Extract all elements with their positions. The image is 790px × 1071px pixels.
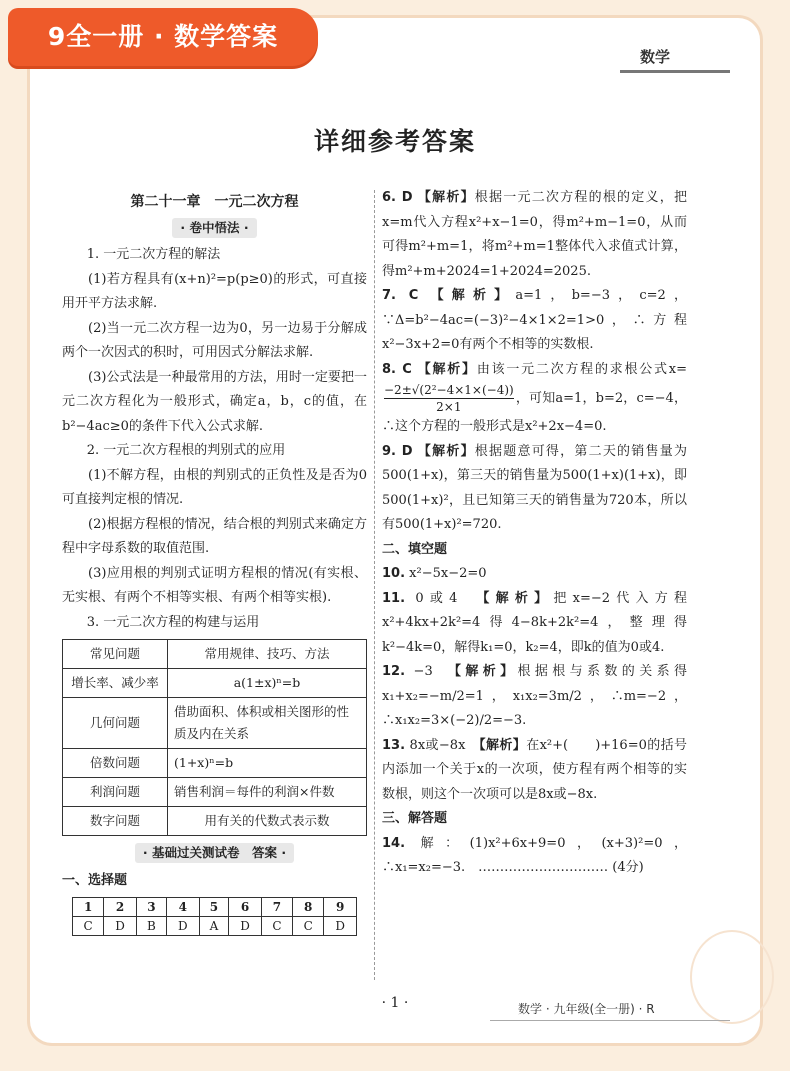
answer-text: 根据根与系数的关系得x₁+x₂=−m/2=1，x₁x₂=3m/2，∴m=−2，∴x₁x₂=3×(−2)/2=−3. [382,664,687,728]
choice-answer-table [72,897,357,936]
paragraph: (2)根据方程根的情况，结合根的判别式来确定方程中字母系数的取值范围. [62,516,367,556]
subject-label: 数学 [640,48,671,66]
table-cell: (1+x)ⁿ=b [168,749,367,778]
table-cell: a(1±x)ⁿ=b [168,669,367,698]
question-number: 12. [382,664,406,679]
table-cell: D [324,917,357,936]
paragraph: 3. 一元二次方程的构建与运用 [86,614,260,630]
question-number: 6. D [382,190,413,205]
paragraph: 2. 一元二次方程根的判别式的应用 [86,443,286,458]
paragraph: 1. 一元二次方程的解法 [86,247,221,262]
table-cell: 几何问题 [63,698,168,749]
answer-text: 在x²+( )+16=0的括号内添加一个关于x的一次项，使方程有两个相等的实数根，则这个一次项可以是8x或−8x. [382,737,687,802]
table-cell: 8 [293,898,324,917]
table-row [63,807,367,836]
answer-item [382,440,687,538]
table-cell: D [229,917,262,936]
answer-item [382,660,687,734]
answer-item [382,284,687,358]
analysis-tag: 【解析】 [417,443,475,459]
section-pill-label: · 基础过关测试卷 答案 · [135,843,294,863]
section-heading: 一、选择题 [62,872,128,888]
table-cell: 5 [199,898,229,917]
fraction-denominator: 2×1 [436,400,462,414]
table-cell: B [136,917,166,936]
table-cell: 利润问题 [63,778,168,807]
answer-text: 解：(1)x²+6x+9=0，(x+3)²=0，∴x₁=x₂=−3. ………………………… (4分) [382,835,687,875]
answer-item [382,562,687,587]
section-pill [62,217,367,242]
chapter-title: 第二十一章 一元二次方程 [130,194,299,210]
answer-value: −3 [413,664,433,679]
question-number: 8. C [382,361,412,377]
analysis-tag: 【解析】 [430,288,516,303]
question-number: 9. D [382,443,413,459]
section-heading: 二、填空题 [382,541,448,557]
question-number: 11. [382,590,406,606]
analysis-tag: 【解析】 [454,664,518,679]
answer-value: 0或4 [415,590,458,606]
paragraph: (1)若方程具有(x+n)²=p(p≥0)的形式，可直接用开平方法求解. [62,271,367,311]
footer-rule [490,1020,730,1021]
answer-item [382,186,687,284]
fraction [384,382,514,415]
table-header-row [73,898,357,917]
answer-text: 根据题意可得，第二天的销售量为500(1+x)，第三天的销售量为500(1+x)(1+x)，即500(1+x)²，且已知第三天的销售量为720本，所以有500(1+x)²=720. [382,443,687,532]
book-footer: 数学 · 九年级(全一册) · R [518,1002,655,1016]
analysis-tag: 【解析】 [482,590,554,606]
table-cell: 用有关的代数式表示数 [168,807,367,836]
paragraph: (2)当一元二次方程一边为0，另一边易于分解成两个一次因式的积时，可用因式分解法求解. [62,320,367,360]
answer-item [382,587,687,661]
paragraph: (3)应用根的判别式证明方程根的情况(有实根、无实根、有两个不相等实根、有两个相等实根). [62,565,367,605]
answer-value: 8x或−8x [409,737,466,753]
fraction-numerator: −2±√(2²−4×1×(−4)) [384,383,514,397]
page-number: · 1 · [381,995,409,1011]
answer-text: 根据一元二次方程的根的定义，把x=m代入方程x²+x−1=0，得m²+m−1=0，从而可得m²+m=1，将m²+m=1整体代入求值式计算，得m²+m+2024=1+2024=2025. [382,190,687,279]
table-cell: D [166,917,199,936]
table-row [73,917,357,936]
subject-underline [620,70,730,73]
header-tab-label: 9全一册 · 数学答案 [47,22,279,51]
question-number: 14. [382,835,406,851]
table-header-cell: 常见问题 [63,640,168,669]
table-row [63,698,367,749]
answer-text: 把x=−2代入方程x²+4kx+2k²=4得4−8k+2k²=4，整理得k²−4k=0，解得k₁=0，k₂=4，即k的值为0或4. [382,590,687,655]
paragraph: (1)不解方程，由根的判别式的正负性及是否为0可直接判定根的情况. [62,467,367,507]
answer-text: ，可知a=1，b=2，c=−4，∴这个方程的一般形式是x²+2x−4=0. [382,391,687,434]
column-divider [374,190,375,980]
section-pill [62,842,367,867]
methods-table [62,639,367,836]
question-number: 10. [382,566,406,581]
table-cell: 1 [73,898,104,917]
answer-text: 由该一元二次方程的求根公式x= [476,361,687,377]
table-header-row [63,640,367,669]
table-row [63,669,367,698]
table-cell: C [293,917,324,936]
table-cell: 4 [166,898,199,917]
right-column [382,186,687,881]
table-cell: 6 [229,898,262,917]
analysis-tag: 【解析】 [417,190,475,205]
section-pill-label: · 卷中悟法 · [172,218,256,238]
question-number: 13. [382,737,406,753]
table-cell: 3 [136,898,166,917]
table-cell: 倍数问题 [63,749,168,778]
page-title: 详细参考答案 [313,127,476,156]
table-cell: D [104,917,137,936]
table-row [63,749,367,778]
table-cell: C [261,917,292,936]
section-heading: 三、解答题 [382,811,448,826]
table-cell: C [73,917,104,936]
answer-text: x²−5x−2=0 [409,566,487,581]
table-cell: 2 [104,898,137,917]
table-cell: 数字问题 [63,807,168,836]
table-header-cell: 常用规律、技巧、方法 [168,640,367,669]
table-cell: 借助面积、体积或相关图形的性质及内在关系 [168,698,367,749]
table-cell: A [199,917,229,936]
table-cell: 销售利润＝每件的利润×件数 [168,778,367,807]
analysis-tag: 【解析】 [417,361,477,377]
answer-item [382,358,687,440]
left-column [62,190,367,936]
answer-item [382,734,687,808]
table-cell: 7 [261,898,292,917]
answer-text: a=1，b=−3，c=2，∵Δ=b²−4ac=(−3)²−4×1×2=1>0，∴方程x²−3x+2=0有两个不相等的实数根. [382,288,687,352]
question-number: 7. C [382,288,419,303]
table-cell: 9 [324,898,357,917]
analysis-tag: 【解析】 [479,737,527,753]
table-row [63,778,367,807]
paragraph: (3)公式法是一种最常用的方法，用时一定要把一元二次方程化为一般形式，确定a，b，c的值，在b²−4ac≥0的条件下代入公式求解. [62,369,367,434]
table-cell: 增长率、减少率 [63,669,168,698]
answer-item [382,832,687,881]
